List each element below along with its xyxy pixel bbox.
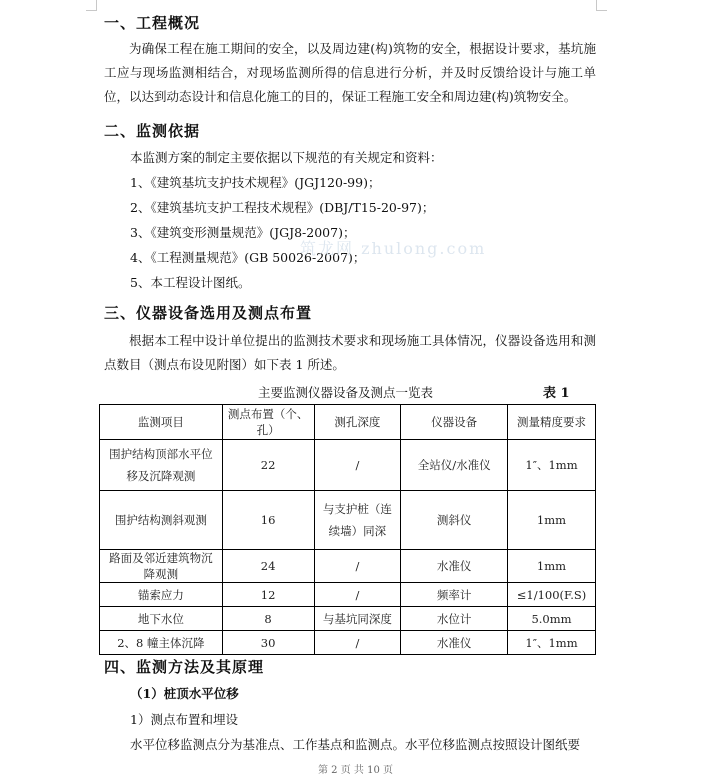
table-cell: 5.0mm [508,607,596,631]
table-cell: 8 [222,607,314,631]
table-cell: 与支护桩（连续墙）同深 [314,491,401,550]
table-cell: 锚索应力 [100,583,223,607]
table-cell: 1″、1mm [508,440,596,491]
table-cell: / [314,583,401,607]
margin-corner-right [596,0,607,11]
section-1-title: 一、工程概况 [104,14,201,32]
page-footer: 第 2 页 共 10 页 [318,765,393,776]
table-cell: 2、8 幢主体沉降 [100,631,223,655]
section-4-item: 1）测点布置和埋设 [130,712,238,727]
table-row [100,550,596,583]
table-cell: 1mm [508,550,596,583]
table-cell: 水准仪 [401,631,508,655]
table-header-row [100,405,596,440]
reference-item: 1、《建筑基坑支护技术规程》(JGJ120-99)； [130,175,381,190]
table-cell: 水准仪 [401,550,508,583]
table-row [100,491,596,550]
reference-item: 3、《建筑变形测量规范》(JGJ8-2007)； [130,225,356,240]
table-header-cell: 测孔深度 [314,405,401,440]
table-cell: 22 [222,440,314,491]
reference-item: 5、本工程设计图纸。 [130,275,251,290]
table-header-cell: 监测项目 [100,405,223,440]
table-cell: 1mm [508,491,596,550]
table-cell: 24 [222,550,314,583]
table-cell: 16 [222,491,314,550]
table-cell: 围护结构测斜观测 [100,491,223,550]
table-cell: 1″、1mm [508,631,596,655]
table-header-cell: 仪器设备 [401,405,508,440]
section-4-subtitle: （1）桩顶水平位移 [130,686,239,701]
table-row [100,440,596,491]
table-cell: 30 [222,631,314,655]
table-cell: 频率计 [401,583,508,607]
table-cell: ≤1/100(F.S) [508,583,596,607]
table-cell: 地下水位 [100,607,223,631]
table-cell: / [314,631,401,655]
table-row [100,607,596,631]
watermark: 筑龙网 zhulong.com [300,239,487,258]
table-header-cell: 测量精度要求 [508,405,596,440]
section-3-title: 三、仪器设备选用及测点布置 [104,304,313,322]
table-number: 表 1 [543,386,570,401]
section-2-title: 二、监测依据 [104,122,201,140]
table-cell: 测斜仪 [401,491,508,550]
table-caption: 主要监测仪器设备及测点一览表 [258,385,434,400]
table-cell: 水位计 [401,607,508,631]
table-cell: / [314,550,401,583]
table-cell: 路面及邻近建筑物沉降观测 [100,550,223,583]
section-3-text: 根据本工程中设计单位提出的监测技术要求和现场施工具体情况，仪器设备选用和测点数目（测点布设见附图）如下表 1 所述。 [104,333,596,372]
section-1-text: 为确保工程在施工期间的安全，以及周边建(构)筑物的安全，根据设计要求，基坑施工应与现场监测相结合，对现场监测所得的信息进行分析，并及时反馈给设计与施工单位，以达到动态设计和信息化施工的目的，保证工程施工安全和周边建(构)筑物安全。 [104,41,596,104]
table-cell: 全站仪/水准仪 [401,440,508,491]
table-cell: 围护结构顶部水平位移及沉降观测 [100,440,223,491]
table-cell: 与基坑同深度 [314,607,401,631]
margin-corner-left [86,0,97,11]
table-row [100,631,596,655]
section-4-title: 四、监测方法及其原理 [104,658,265,676]
monitoring-equipment-table [99,404,596,655]
section-4-text: 水平位移监测点分为基准点、工作基点和监测点。水平位移监测点按照设计图纸要 [130,737,581,752]
table-cell: / [314,440,401,491]
reference-item: 4、《工程测量规范》(GB 50026-2007)； [130,250,366,265]
table-header-cell: 测点布置（个、孔） [222,405,314,440]
reference-item: 2、《建筑基坑支护工程技术规程》(DBJ/T15-20-97)； [130,200,435,215]
table-cell: 12 [222,583,314,607]
section-2-intro: 本监测方案的制定主要依据以下规范的有关规定和资料： [130,150,443,165]
table-row [100,583,596,607]
